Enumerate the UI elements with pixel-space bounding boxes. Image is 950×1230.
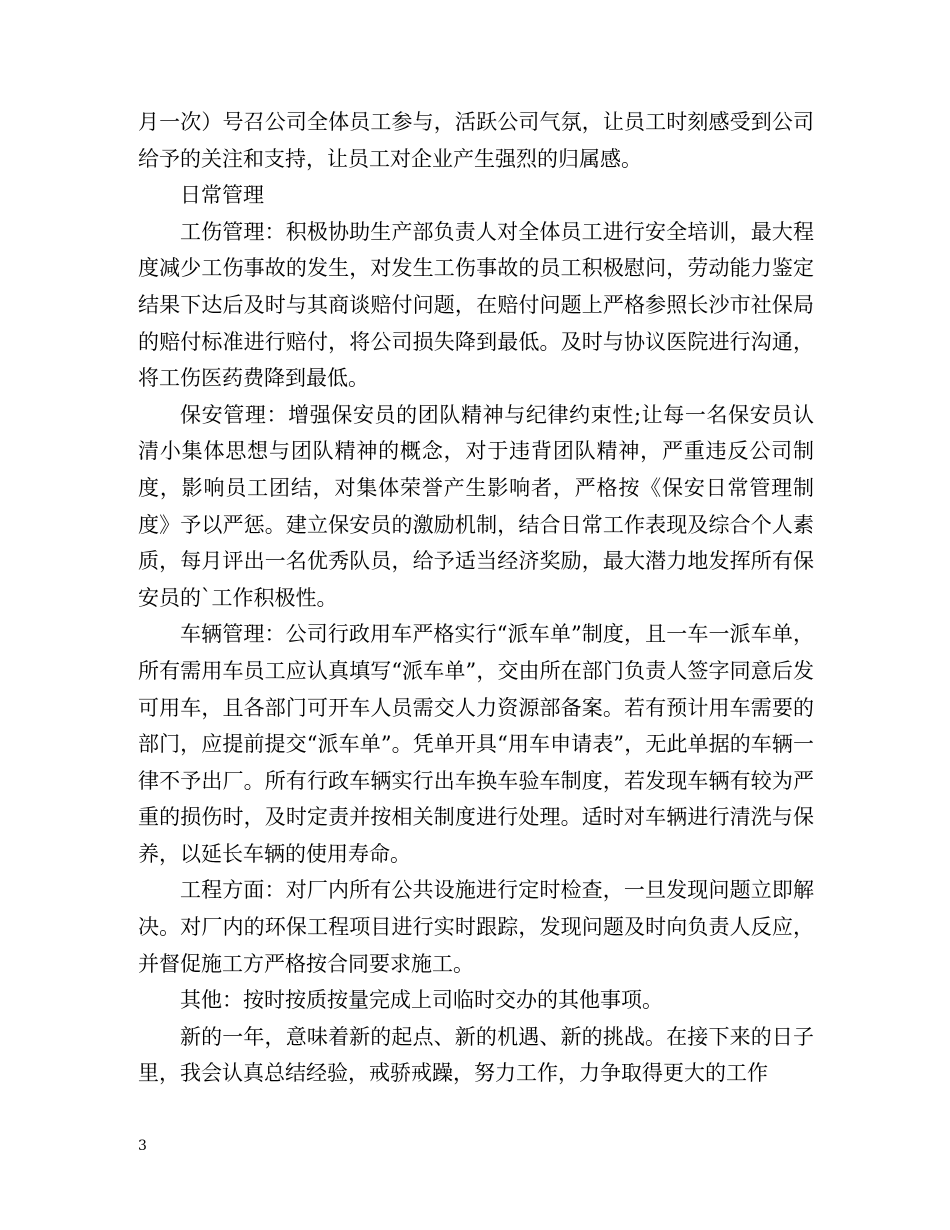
paragraph-engineering: 工程方面：对厂内所有公共设施进行定时检查，一旦发现问题立即解决。对厂内的环保工程项目进行实时跟踪，发现问题及时向负责人反应，并督促施工方严格按合同要求施工。 xyxy=(138,878,814,976)
document-body xyxy=(138,104,814,1092)
section-heading-daily-management: 日常管理 xyxy=(180,183,264,208)
paragraph-other: 其他：按时按质按量完成上司临时交办的其他事项。 xyxy=(180,988,663,1013)
paragraph-security-management: 保安管理：增强保安员的团队精神与纪律约束性;让每一名保安员认清小集体思想与团队精神的概念，对于违背团队精神，严重违反公司制度，影响员工团结，对集体荣誉产生影响者，严格按《保安日常管理制度》予以严惩。建立保安员的激励机制，结合日常工作表现及综合个人素质，每月评出一名优秀队员，给予适当经济奖励，最大潜力地发挥所有保安员的`工作积极性。 xyxy=(138,402,814,610)
paragraph-injury-management: 工伤管理：积极协助生产部负责人对全体员工进行安全培训，最大程度减少工伤事故的发生，对发生工伤事故的员工积极慰问，劳动能力鉴定结果下达后及时与其商谈赔付问题，在赔付问题上严格参照长沙市社保局的赔付标准进行赔付，将公司损失降到最低。及时与协议医院进行沟通，将工伤医药费降到最低。 xyxy=(138,219,814,391)
page-number: 3 xyxy=(138,1138,147,1154)
paragraph-new-year: 新的一年，意味着新的起点、新的机遇、新的挑战。在接下来的日子里，我会认真总结经验，戒骄戒躁，努力工作，力争取得更大的工作 xyxy=(138,1024,814,1086)
paragraph-vehicle-management: 车辆管理：公司行政用车严格实行“派车单”制度，且一车一派车单，所有需用车员工应认真填写“派车单”，交由所在部门负责人签字同意后发可用车，且各部门可开车人员需交人力资源部备案。若有预计用车需要的部门，应提前提交“派车单”。凭单开具“用车申请表”，无此单据的车辆一律不予出厂。所有行政车辆实行出车换车验车制度，若发现车辆有较为严重的损伤时，及时定责并按相关制度进行处理。适时对车辆进行清洗与保养，以延长车辆的使用寿命。 xyxy=(138,622,814,866)
paragraph-continuation: 月一次）号召公司全体员工参与，活跃公司气氛，让员工时刻感受到公司给予的关注和支持，让员工对企业产生强烈的归属感。 xyxy=(138,110,814,171)
